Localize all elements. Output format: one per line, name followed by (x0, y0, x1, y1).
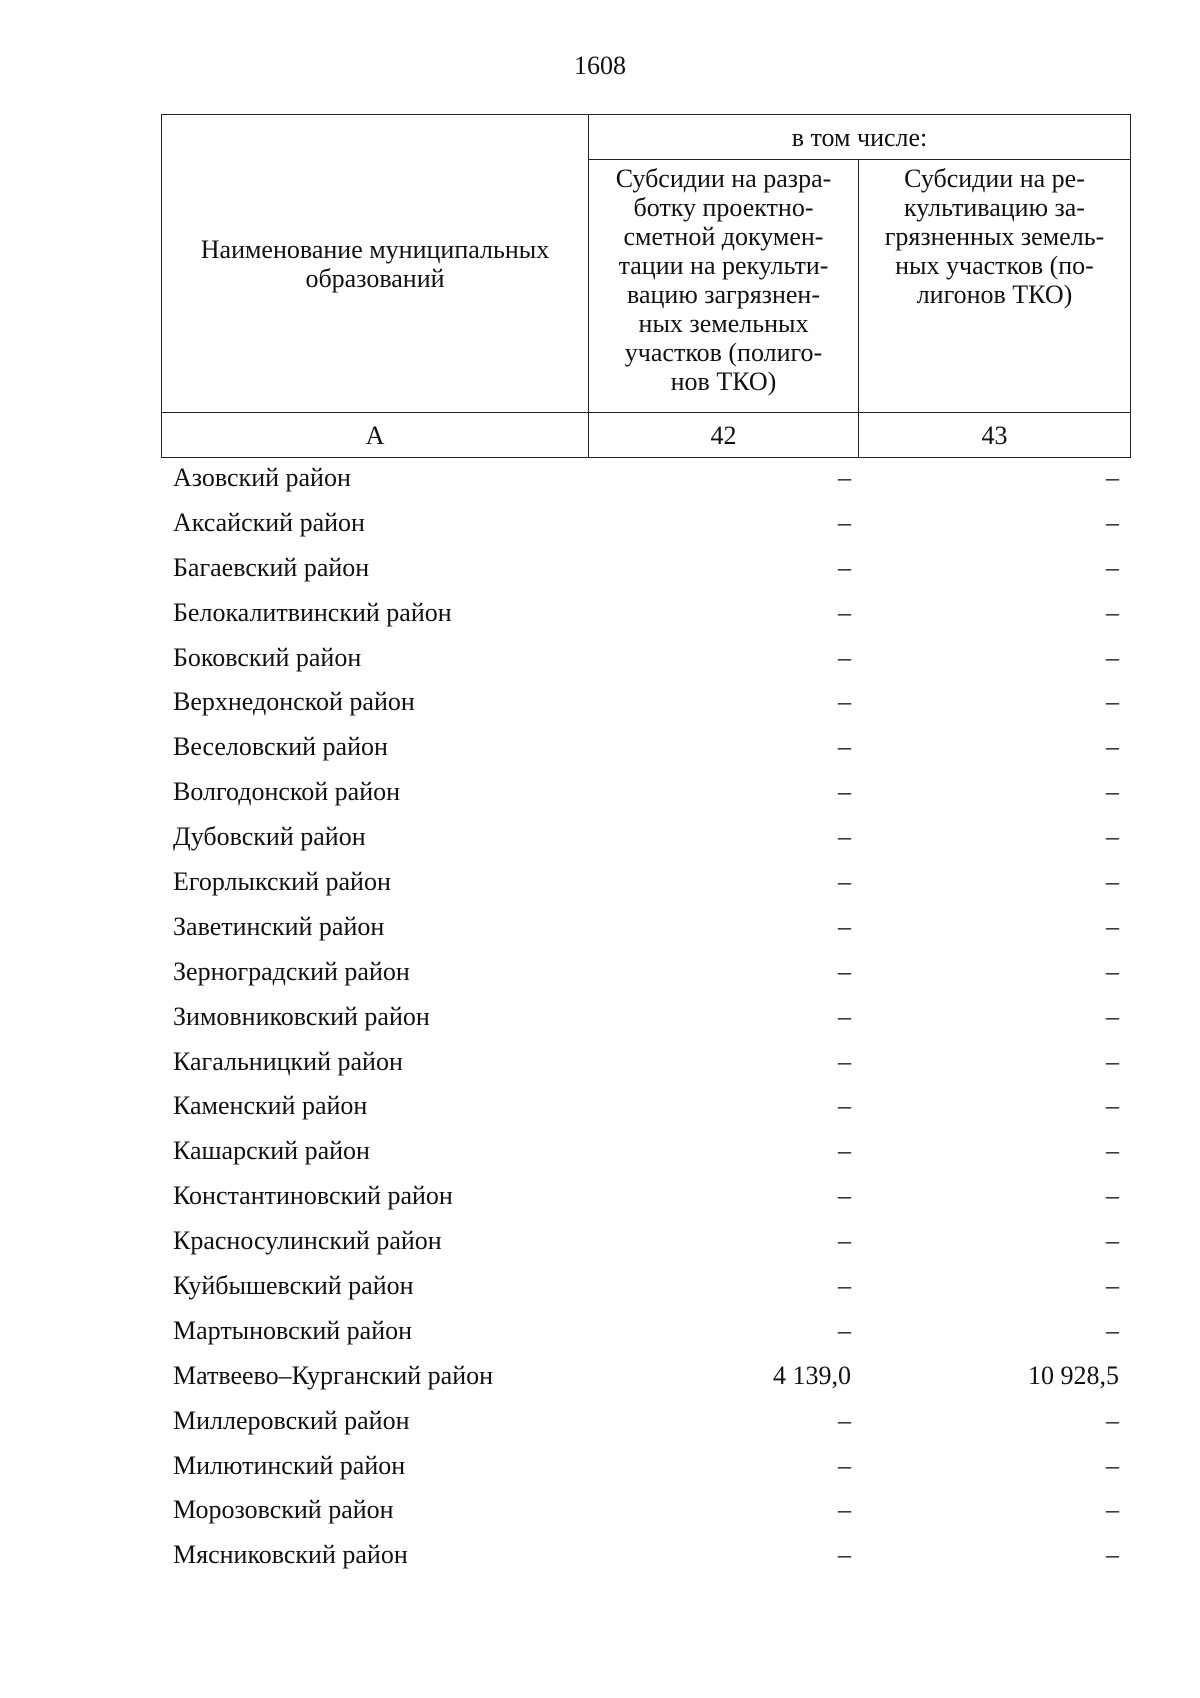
column-header-42-text: Субсидии на разра- ботку проектно- сметной докумен- тации на рекульти- вацию загрязнен- ных земельных участков (полиго- нов ТКО) (615, 164, 832, 396)
row-value-42: – (838, 1226, 851, 1256)
row-value-42: – (838, 1315, 851, 1345)
table-row (161, 456, 1130, 501)
column-header-name-text: Наименование муниципальных образований (200, 234, 550, 293)
row-value-43: – (1106, 1405, 1119, 1435)
table-row (161, 770, 1130, 815)
table-row (161, 725, 1130, 770)
row-value-43: – (1106, 642, 1119, 672)
row-value-43: – (1106, 1046, 1119, 1076)
column-code-name: А (162, 413, 589, 458)
row-value-43: – (1106, 956, 1119, 986)
row-value-42: – (838, 597, 851, 627)
table-row (161, 1444, 1130, 1489)
table-row (161, 995, 1130, 1040)
row-name: Боковский район (173, 642, 362, 672)
row-name: Зерноградский район (173, 956, 410, 986)
row-name: Мясниковский район (173, 1540, 408, 1570)
row-value-42: – (838, 777, 851, 807)
table-row (161, 591, 1130, 636)
row-name: Волгодонской район (173, 777, 401, 807)
page-number: 1608 (574, 51, 626, 80)
row-value-42: – (838, 1046, 851, 1076)
row-value-43: – (1106, 1181, 1119, 1211)
row-value-42: – (838, 642, 851, 672)
row-value-42: – (838, 1271, 851, 1301)
row-value-42: – (838, 1001, 851, 1031)
row-value-43: – (1106, 1271, 1119, 1301)
row-value-42: – (838, 463, 851, 492)
table-row (161, 1040, 1130, 1085)
row-name: Милютинский район (173, 1450, 406, 1480)
row-value-43: – (1106, 1091, 1119, 1121)
column-group-header-including: в том числе: (589, 115, 1131, 160)
table-row (161, 1399, 1130, 1444)
column-header-43-text: Субсидии на ре- культивацию за- грязненных земель- ных участков (по- лигонов ТКО) (884, 164, 1105, 309)
row-value-43: – (1106, 867, 1119, 897)
row-value-42: – (838, 687, 851, 717)
row-name: Куйбышевский район (173, 1271, 414, 1301)
column-code-42: 42 (589, 413, 859, 458)
row-value-42: – (838, 822, 851, 852)
row-name: Веселовский район (173, 732, 388, 762)
row-value-43: – (1106, 822, 1119, 852)
row-value-42: – (838, 956, 851, 986)
row-value-43: – (1106, 597, 1119, 627)
row-value-43: – (1106, 911, 1119, 941)
table-row (161, 1174, 1130, 1219)
row-value-43: – (1106, 1495, 1119, 1525)
table-row (161, 950, 1130, 995)
row-value-43: – (1106, 1540, 1119, 1570)
row-value-42: – (838, 1495, 851, 1525)
table-row (161, 1129, 1130, 1174)
row-value-43: – (1106, 687, 1119, 717)
municipality-list (161, 456, 1130, 1578)
table-row (161, 1488, 1130, 1533)
table-row (161, 1264, 1130, 1309)
row-value-43: – (1106, 463, 1119, 492)
row-name: Азовский район (173, 463, 351, 492)
row-value-42: – (838, 1540, 851, 1570)
row-value-43: 10 928,5 (1028, 1360, 1119, 1390)
row-value-42: – (838, 1181, 851, 1211)
table-row (161, 1533, 1130, 1578)
column-code-43: 43 (859, 413, 1131, 458)
table-row (161, 905, 1130, 950)
row-value-42: – (838, 1136, 851, 1166)
row-name: Константиновский район (173, 1181, 453, 1211)
table-row (161, 1219, 1130, 1264)
table-header (161, 114, 1131, 458)
row-value-43: – (1106, 552, 1119, 582)
table-row (161, 1309, 1130, 1354)
row-name: Багаевский район (173, 552, 370, 582)
row-name: Мартыновский район (173, 1315, 413, 1345)
row-value-43: – (1106, 1136, 1119, 1166)
row-name: Миллеровский район (173, 1405, 410, 1435)
row-name: Заветинский район (173, 911, 385, 941)
column-header-name (162, 115, 589, 413)
row-name: Белокалитвинский район (173, 597, 452, 627)
table-row (161, 546, 1130, 591)
row-value-43: – (1106, 507, 1119, 537)
row-value-43: – (1106, 1315, 1119, 1345)
row-name: Дубовский район (173, 822, 366, 852)
row-value-42: 4 139,0 (773, 1360, 851, 1390)
row-name: Кашарский район (173, 1136, 370, 1166)
row-value-42: – (838, 507, 851, 537)
table-row (161, 1084, 1130, 1129)
table-row (161, 680, 1130, 725)
table-row (161, 636, 1130, 681)
row-value-42: – (838, 732, 851, 762)
row-value-42: – (838, 867, 851, 897)
row-value-43: – (1106, 732, 1119, 762)
table-row (161, 860, 1130, 905)
row-name: Красносулинский район (173, 1226, 442, 1256)
row-value-43: – (1106, 1001, 1119, 1031)
table-row (161, 501, 1130, 546)
row-name: Каменский район (173, 1091, 368, 1121)
row-value-43: – (1106, 777, 1119, 807)
row-name: Зимовниковский район (173, 1001, 430, 1031)
row-name: Аксайский район (173, 507, 365, 537)
row-value-42: – (838, 552, 851, 582)
column-header-42 (589, 160, 859, 413)
row-value-43: – (1106, 1226, 1119, 1256)
table-row (161, 815, 1130, 860)
row-value-42: – (838, 1450, 851, 1480)
table-row (161, 1354, 1130, 1399)
row-value-42: – (838, 911, 851, 941)
row-name: Верхнедонской район (173, 687, 415, 717)
row-name: Матвеево–Курганский район (173, 1360, 494, 1390)
row-name: Морозовский район (173, 1495, 394, 1525)
row-value-42: – (838, 1405, 851, 1435)
row-name: Егорлыкский район (173, 867, 391, 897)
row-value-42: – (838, 1091, 851, 1121)
row-value-43: – (1106, 1450, 1119, 1480)
row-name: Кагальницкий район (173, 1046, 403, 1076)
column-header-43 (859, 160, 1131, 413)
